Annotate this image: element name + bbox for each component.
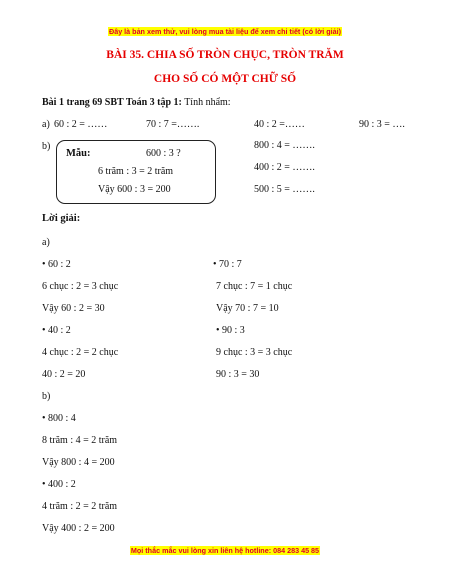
exercise-heading — [42, 97, 231, 108]
exercise-heading-rest: Tính nhẩm: — [184, 97, 231, 108]
solution-a-left-5: 4 chục : 2 = 2 chục — [42, 347, 119, 358]
solution-a-right-5: 9 chục : 3 = 3 chục — [216, 347, 293, 358]
solution-a-right-6: 90 : 3 = 30 — [216, 369, 260, 380]
example-line-1: 6 trăm : 3 = 2 trăm — [98, 166, 174, 177]
header-notice-text: Đây là bản xem thử, vui lòng mua tài liệu để xem chi tiết (có lời giải) — [109, 27, 341, 36]
footer-notice — [0, 546, 450, 555]
part-a-item-1: 60 : 2 = …… — [54, 119, 108, 130]
part-a-item-3: 40 : 2 =…… — [254, 119, 305, 130]
part-a-item-2: 70 : 7 =……. — [146, 119, 200, 130]
solution-a-left-3: Vậy 60 : 2 = 30 — [42, 303, 105, 314]
solution-b-label: b) — [42, 391, 51, 402]
page-subtitle: CHO SỐ CÓ MỘT CHỮ SỐ — [153, 73, 297, 85]
example-line-2: Vậy 600 : 3 = 200 — [98, 184, 171, 195]
solution-a-right-4: • 90 : 3 — [216, 325, 245, 336]
page-title: BÀI 35. CHIA SỐ TRÒN CHỤC, TRÒN TRĂM — [106, 49, 344, 61]
solution-a-right-3: Vậy 70 : 7 = 10 — [216, 303, 279, 314]
part-a-label: a) — [42, 119, 50, 130]
part-b-item-3: 500 : 5 = ……. — [254, 184, 315, 195]
solution-b-line-2: 8 trăm : 4 = 2 trăm — [42, 435, 118, 446]
part-b-item-2: 400 : 2 = ……. — [254, 162, 315, 173]
solution-b-line-3: Vậy 800 : 4 = 200 — [42, 457, 115, 468]
part-b-label: b) — [42, 141, 51, 152]
part-b-item-1: 800 : 4 = ……. — [254, 140, 315, 151]
solution-a-left-6: 40 : 2 = 20 — [42, 369, 86, 380]
solution-b-line-4: • 400 : 2 — [42, 479, 76, 490]
solution-b-line-1: • 800 : 4 — [42, 413, 76, 424]
solution-a-left-2: 6 chục : 2 = 3 chục — [42, 281, 119, 292]
solution-a-right-1: • 70 : 7 — [213, 259, 242, 270]
example-label: Mẫu: — [66, 148, 91, 159]
header-notice — [0, 27, 450, 36]
solution-a-left-4: • 40 : 2 — [42, 325, 71, 336]
solution-b-line-5: 4 trăm : 2 = 2 trăm — [42, 501, 118, 512]
example-problem: 600 : 3 ? — [146, 148, 181, 159]
part-a-item-4: 90 : 3 = …. — [359, 119, 405, 130]
solution-b-line-6: Vậy 400 : 2 = 200 — [42, 523, 115, 534]
solution-a-left-1: • 60 : 2 — [42, 259, 71, 270]
solution-a-right-2: 7 chục : 7 = 1 chục — [216, 281, 293, 292]
footer-notice-text: Mọi thắc mắc vui lòng xin liên hệ hotline: 084 283 45 85 — [130, 546, 320, 555]
exercise-heading-bold: Bài 1 trang 69 SBT Toán 3 tập 1: — [42, 97, 182, 108]
solution-a-label: a) — [42, 237, 50, 248]
solution-heading: Lời giải: — [42, 213, 81, 224]
